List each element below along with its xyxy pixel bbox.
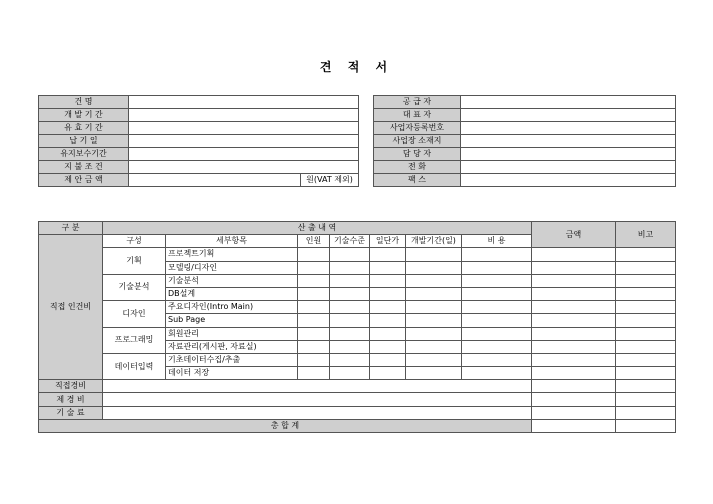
client-value[interactable]: [129, 109, 359, 122]
input-cell[interactable]: [532, 367, 616, 380]
input-cell[interactable]: [370, 301, 406, 314]
total-label: 총 합 계: [39, 419, 532, 432]
input-cell[interactable]: [406, 327, 462, 340]
client-row: [39, 135, 359, 148]
input-cell[interactable]: [532, 274, 616, 287]
subitem-label: 모델링/디자인: [166, 261, 298, 274]
supplier-row: [374, 122, 676, 135]
footer-label: 기 술 료: [39, 406, 103, 419]
input-cell[interactable]: [532, 353, 616, 366]
client-row: [39, 109, 359, 122]
amount-header: 금액: [532, 222, 616, 248]
footer-label: 직접경비: [39, 380, 103, 393]
input-cell[interactable]: [406, 340, 462, 353]
input-cell[interactable]: [616, 248, 676, 261]
tech-level-header: 기술수준: [330, 235, 370, 248]
supplier-label: 사업자등록번호: [374, 122, 461, 135]
input-cell[interactable]: [298, 274, 330, 287]
table-row: [39, 248, 676, 261]
footer-detail[interactable]: [103, 380, 532, 393]
footer-detail[interactable]: [103, 406, 532, 419]
input-cell[interactable]: [616, 274, 676, 287]
table-row: [39, 353, 676, 366]
table-row: [39, 274, 676, 287]
input-cell[interactable]: [462, 340, 532, 353]
footer-amount[interactable]: [532, 406, 616, 419]
footer-amount[interactable]: [532, 380, 616, 393]
input-cell[interactable]: [370, 314, 406, 327]
page-title: 견 적 서: [319, 60, 394, 74]
footer-note[interactable]: [616, 393, 676, 406]
client-info-table: [38, 95, 359, 187]
input-cell[interactable]: [298, 353, 330, 366]
supplier-row: [374, 96, 676, 109]
input-cell[interactable]: [616, 301, 676, 314]
table-row: [39, 327, 676, 340]
footer-note[interactable]: [616, 406, 676, 419]
group-label: 기술분석: [103, 274, 166, 300]
client-label: 지 불 조 건: [39, 161, 129, 174]
input-cell[interactable]: [616, 340, 676, 353]
client-label: 제 안 금 액: [39, 174, 129, 187]
input-cell[interactable]: [616, 327, 676, 340]
input-cell[interactable]: [370, 248, 406, 261]
unit-price-header: 일단가: [370, 235, 406, 248]
input-cell[interactable]: [532, 301, 616, 314]
input-cell[interactable]: [406, 287, 462, 300]
input-cell[interactable]: [406, 248, 462, 261]
input-cell[interactable]: [330, 314, 370, 327]
subitem-label: 기술분석: [166, 274, 298, 287]
client-value[interactable]: [129, 122, 359, 135]
group-label: 기획: [103, 248, 166, 274]
vat-note: 원(VAT 제외): [301, 174, 359, 187]
input-cell[interactable]: [370, 287, 406, 300]
input-cell[interactable]: [532, 287, 616, 300]
footer-row: [39, 406, 676, 419]
supplier-info-table: [373, 95, 676, 187]
subitem-label: 자료관리(게시판, 자료실): [166, 340, 298, 353]
footer-detail[interactable]: [103, 393, 532, 406]
input-cell[interactable]: [616, 353, 676, 366]
total-amount[interactable]: [532, 419, 616, 432]
input-cell[interactable]: [462, 314, 532, 327]
input-cell[interactable]: [330, 327, 370, 340]
input-cell[interactable]: [462, 248, 532, 261]
client-label: 개 발 기 간: [39, 109, 129, 122]
supplier-value[interactable]: [461, 122, 676, 135]
client-row: [39, 148, 359, 161]
input-cell[interactable]: [406, 274, 462, 287]
supplier-label: 대 표 자: [374, 109, 461, 122]
input-cell[interactable]: [616, 287, 676, 300]
supplier-row: [374, 109, 676, 122]
supplier-value[interactable]: [461, 135, 676, 148]
input-cell[interactable]: [406, 261, 462, 274]
input-cell[interactable]: [616, 314, 676, 327]
input-cell[interactable]: [298, 327, 330, 340]
personnel-header: 인원: [298, 235, 330, 248]
input-cell[interactable]: [532, 314, 616, 327]
input-cell[interactable]: [370, 274, 406, 287]
table-row: [39, 301, 676, 314]
supplier-label: 사업장 소재지: [374, 135, 461, 148]
cost-breakdown-table: [38, 221, 676, 433]
input-cell[interactable]: [370, 367, 406, 380]
input-cell[interactable]: [298, 301, 330, 314]
footer-label: 제 경 비: [39, 393, 103, 406]
input-cell[interactable]: [370, 340, 406, 353]
input-cell[interactable]: [616, 261, 676, 274]
subitem-label: 프로젝트기획: [166, 248, 298, 261]
subitem-header: 세부항목: [166, 235, 298, 248]
supplier-row: [374, 135, 676, 148]
supplier-row: [374, 161, 676, 174]
input-cell[interactable]: [462, 287, 532, 300]
dev-period-header: 개발기간(일): [406, 235, 462, 248]
input-cell[interactable]: [406, 314, 462, 327]
input-cell[interactable]: [616, 367, 676, 380]
input-cell[interactable]: [298, 314, 330, 327]
client-value[interactable]: [129, 161, 359, 174]
client-value[interactable]: [129, 135, 359, 148]
input-cell[interactable]: [406, 367, 462, 380]
supplier-value[interactable]: [461, 96, 676, 109]
total-note[interactable]: [616, 419, 676, 432]
input-cell[interactable]: [370, 261, 406, 274]
input-cell[interactable]: [462, 301, 532, 314]
input-cell[interactable]: [370, 327, 406, 340]
client-label: 유지보수기간: [39, 148, 129, 161]
footer-row: [39, 380, 676, 393]
group-label: 데이터입력: [103, 353, 166, 379]
composition-header: 구성: [103, 235, 166, 248]
footer-amount[interactable]: [532, 393, 616, 406]
footer-note[interactable]: [616, 380, 676, 393]
input-cell[interactable]: [298, 261, 330, 274]
category-header: 구 분: [39, 222, 103, 235]
input-cell[interactable]: [330, 340, 370, 353]
supplier-row: [374, 148, 676, 161]
supplier-value[interactable]: [461, 174, 676, 187]
client-value[interactable]: [129, 174, 301, 187]
subitem-label: 주요디자인(Intro Main): [166, 301, 298, 314]
input-cell[interactable]: [298, 287, 330, 300]
input-cell[interactable]: [298, 248, 330, 261]
client-row: [39, 174, 359, 187]
client-label: 유 효 기 간: [39, 122, 129, 135]
input-cell[interactable]: [330, 287, 370, 300]
client-label: 납 기 일: [39, 135, 129, 148]
input-cell[interactable]: [532, 340, 616, 353]
footer-row: [39, 393, 676, 406]
subitem-label: Sub Page: [166, 314, 298, 327]
input-cell[interactable]: [532, 248, 616, 261]
input-cell[interactable]: [330, 274, 370, 287]
supplier-value[interactable]: [461, 148, 676, 161]
input-cell[interactable]: [330, 353, 370, 366]
supplier-label: 담 당 자: [374, 148, 461, 161]
input-cell[interactable]: [462, 261, 532, 274]
group-label: 프로그래밍: [103, 327, 166, 353]
client-value[interactable]: [129, 96, 359, 109]
note-header: 비고: [616, 222, 676, 248]
supplier-label: 전 화: [374, 161, 461, 174]
direct-labor-label: 직접 인건비: [39, 235, 103, 380]
cost-header: 비 용: [462, 235, 532, 248]
input-cell[interactable]: [330, 301, 370, 314]
client-value[interactable]: [129, 148, 359, 161]
input-cell[interactable]: [462, 327, 532, 340]
supplier-label: 공 급 자: [374, 96, 461, 109]
input-cell[interactable]: [462, 274, 532, 287]
input-cell[interactable]: [330, 261, 370, 274]
supplier-value[interactable]: [461, 161, 676, 174]
client-row: [39, 96, 359, 109]
input-cell[interactable]: [330, 367, 370, 380]
client-row: [39, 122, 359, 135]
subitem-label: 회원관리: [166, 327, 298, 340]
input-cell[interactable]: [532, 261, 616, 274]
supplier-label: 팩 스: [374, 174, 461, 187]
subitem-label: DB설계: [166, 287, 298, 300]
input-cell[interactable]: [406, 353, 462, 366]
supplier-value[interactable]: [461, 109, 676, 122]
input-cell[interactable]: [370, 353, 406, 366]
subitem-label: 기초데이터수집/추출: [166, 353, 298, 366]
client-label: 건 명: [39, 96, 129, 109]
group-label: 디자인: [103, 301, 166, 327]
input-cell[interactable]: [298, 367, 330, 380]
input-cell[interactable]: [298, 340, 330, 353]
input-cell[interactable]: [330, 248, 370, 261]
input-cell[interactable]: [532, 327, 616, 340]
input-cell[interactable]: [406, 301, 462, 314]
detail-header: 산 출 내 역: [103, 222, 532, 235]
supplier-row: [374, 174, 676, 187]
input-cell[interactable]: [462, 367, 532, 380]
subitem-label: 데이터 저장: [166, 367, 298, 380]
client-row: [39, 161, 359, 174]
input-cell[interactable]: [462, 353, 532, 366]
